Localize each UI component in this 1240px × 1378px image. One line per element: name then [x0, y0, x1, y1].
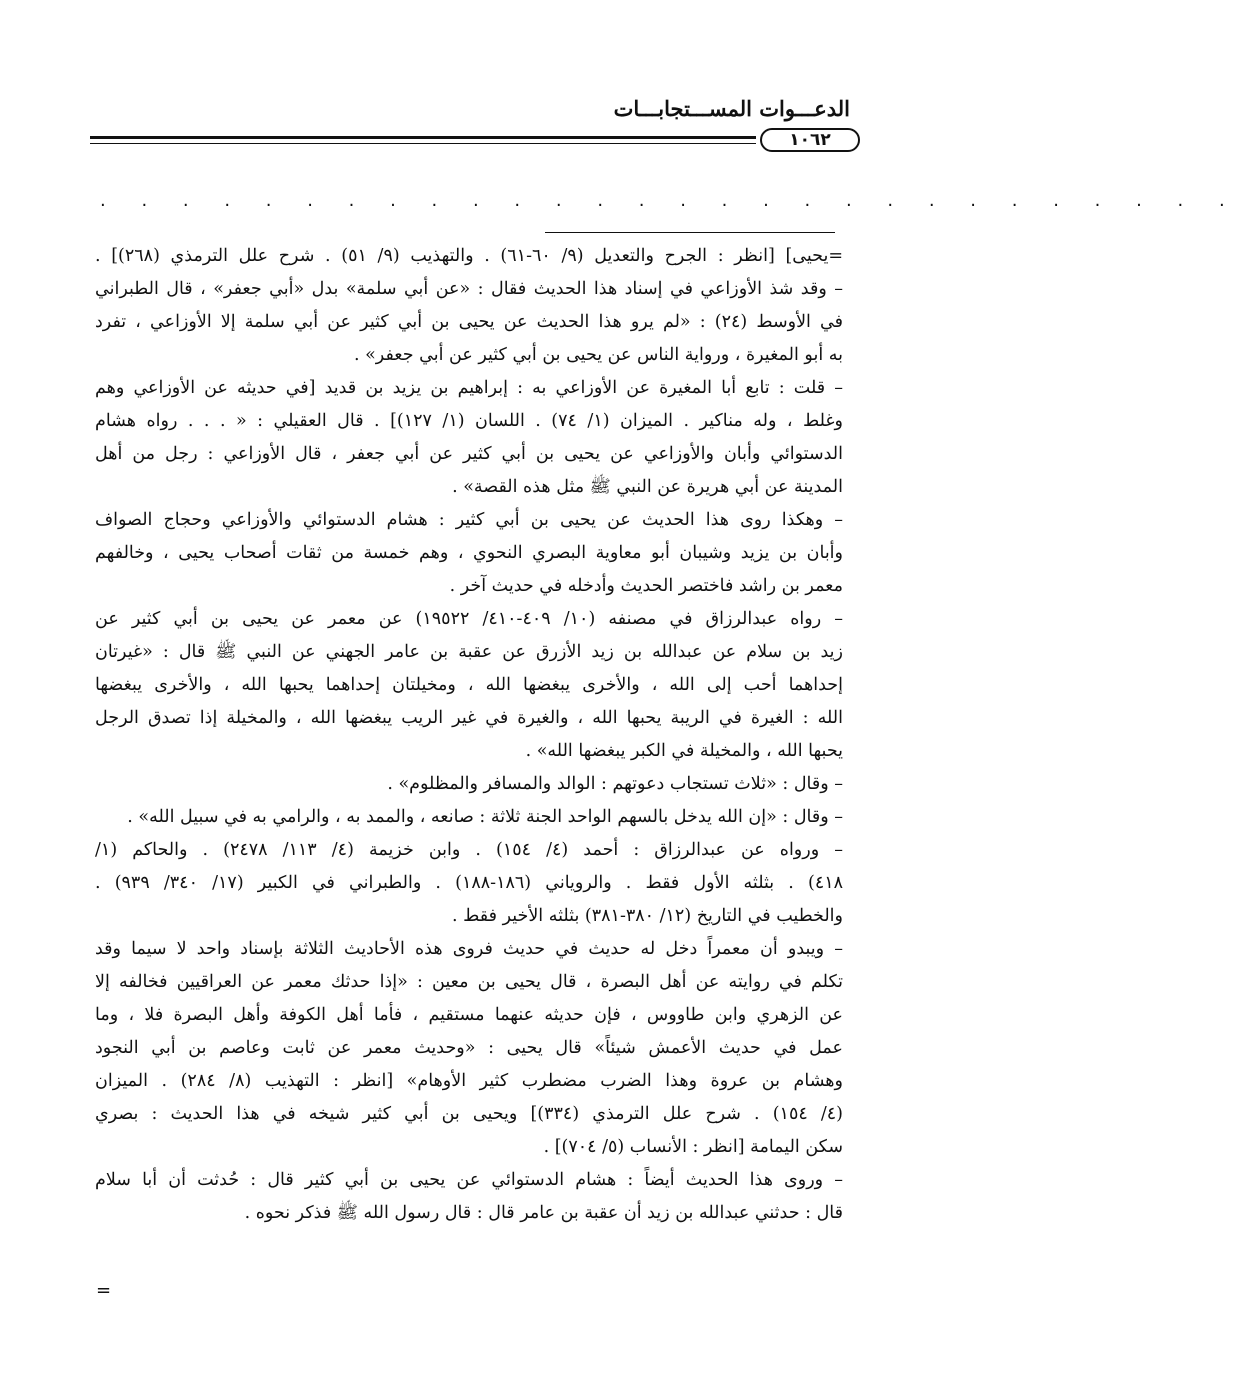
text-line: – وهكذا روى هذا الحديث عن يحيى بن أبي كثير : هشام الدستوائي والأوزاعي وحجاج الصواف: [95, 510, 843, 530]
text-line: الدستوائي وأبان والأوزاعي عن يحيى بن أبي كثير عن أبي جعفر ، قال الأوزاعي : رجل من أهل: [95, 444, 843, 464]
text-line: – رواه عبدالرزاق في مصنفه (١٠/ ٤٠٩-٤١٠/ ١٩٥٢٢) عن معمر عن يحيى بن أبي كثير عن: [95, 609, 843, 629]
text-line: عمل في حديث الأعمش شيئاً» قال يحيى : «وحديث معمر عن ثابت وعاصم بن أبي النجود: [95, 1038, 843, 1058]
text-line: سكن اليمامة [انظر : الأنساب (٥/ ٧٠٤)] .: [543, 1137, 843, 1157]
text-line: وأبان بن يزيد وشيبان أبو معاوية البصري النحوي ، وهم خمسة من ثقات أصحاب يحيى ، وخالفهم: [95, 543, 843, 563]
text-line: به أبو المغيرة ، ورواية الناس عن يحيى بن أبي كثير عن أبي جعفر» .: [353, 345, 843, 365]
text-line: وغلط ، وله مناكير . الميزان (١/ ٧٤) . اللسان (١/ ١٢٧)] . قال العقيلي : « . . . رواه هشام: [95, 411, 843, 431]
text-line: وهشام بن عروة وهذا الضرب مضطرب كثير الأوهام» [انظر : التهذيب (٨/ ٢٨٤) . الميزان: [95, 1071, 843, 1091]
text-line: – ويبدو أن معمراً دخل له حديث في حديث فروى هذه الأحاديث الثلاثة بإسناد واحد لا سيما وقد: [95, 939, 843, 959]
header-rule-thin: [90, 143, 756, 144]
text-line: (٤/ ١٥٤) . شرح علل الترمذي (٣٣٤)] ويحيى بن أبي كثير شيخه في هذا الحديث : بصري: [95, 1104, 843, 1124]
text-line: الله : الغيرة في الريبة يحبها الله ، والغيرة في غير الريب يبغضها الله ، والمخيلة إذا تصدق الرجل: [95, 708, 843, 728]
text-line: معمر بن راشد فاختصر الحديث وأدخله في حديث آخر .: [449, 576, 843, 596]
dotted-separator: . . . . . . . . . . . . . . . . . . . . . . . . . . . .: [100, 190, 1240, 211]
text-line: – قلت : تابع أبا المغيرة عن الأوزاعي به : إبراهيم بن يزيد بن قديد [في حديثه عن الأوزاعي وهم: [95, 378, 843, 398]
text-line: تكلم في روايته عن أهل البصرة ، قال يحيى بن معين : «إذا حدثك معمر عن العراقيين فخالفه إلا: [95, 972, 843, 992]
text-line: زيد بن سلام عن عبدالله بن زيد الأزرق عن عقبة بن عامر الجهني عن النبي ﷺ قال : «غيرتان: [95, 642, 843, 662]
text-line: عن الزهري وابن طاووس ، فإن حديثه عنهما مستقيم ، فأما أهل الكوفة وأهل البصرة فلا ، وما: [95, 1005, 843, 1025]
text-line: في الأوسط (٢٤) : «لم يرو هذا الحديث عن يحيى بن أبي كثير عن أبي سلمة إلا الأوزاعي ، تفرد: [95, 312, 843, 332]
text-line: – وروى هذا الحديث أيضاً : هشام الدستوائي عن يحيى بن أبي كثير قال : حُدثت أن أبا سلام: [95, 1170, 843, 1190]
text-line: قال : حدثني عبدالله بن زيد أن عقبة بن عامر قال : قال رسول الله ﷺ فذكر نحوه .: [244, 1203, 843, 1223]
text-line: – ورواه عن عبدالرزاق : أحمد (٤/ ١٥٤) . وابن خزيمة (٤/ ١١٣/ ٢٤٧٨) . والحاكم (١/: [95, 840, 843, 860]
header-rule: [90, 128, 860, 152]
text-line: والخطيب في التاريخ (١٢/ ٣٨٠-٣٨١) بثلثه الأخير فقط .: [452, 906, 843, 926]
text-line: – وقال : «إن الله يدخل بالسهم الواحد الجنة ثلاثة : صانعه ، والممد به ، والرامي به في سبيل الله» .: [127, 807, 843, 827]
text-line: يحبها الله ، والمخيلة في الكبر يبغضها الله» .: [525, 741, 843, 761]
text-line: – وقد شذ الأوزاعي في إسناد هذا الحديث فقال : «عن أبي سلمة» بدل «أبي جعفر» ، قال الطبراني: [95, 279, 843, 299]
header-rule-thick: [90, 136, 756, 139]
footnote-text: [95, 240, 843, 1230]
text-line: =يحيى] [انظر : الجرح والتعديل (٩/ ٦٠-٦١) . والتهذيب (٩/ ٥١) . شرح علل الترمذي (٢٦٨)] .: [95, 246, 843, 266]
text-line: – وقال : «ثلاث تستجاب دعوتهم : الوالد والمسافر والمظلوم» .: [387, 774, 843, 794]
page-number: ١٠٦٢: [760, 128, 860, 152]
text-line: إحداهما أحب إلى الله ، والأخرى يبغضها الله ، ومخيلتان إحداهما يحبها الله ، والأخرى يبغضها: [95, 675, 843, 695]
text-line: ٤١٨) . بثلثه الأول فقط . والروياني (١٨٦-١٨٨) . والطبراني في الكبير (١٧/ ٣٤٠/ ٩٣٩) .: [95, 873, 844, 893]
footnote-rule: [545, 232, 835, 233]
text-line: المدينة عن أبي هريرة عن النبي ﷺ مثل هذه القصة» .: [452, 477, 843, 497]
continuation-mark: =: [96, 1280, 112, 1301]
running-title: الدعـــوات المســـتجابـــات: [613, 96, 850, 121]
